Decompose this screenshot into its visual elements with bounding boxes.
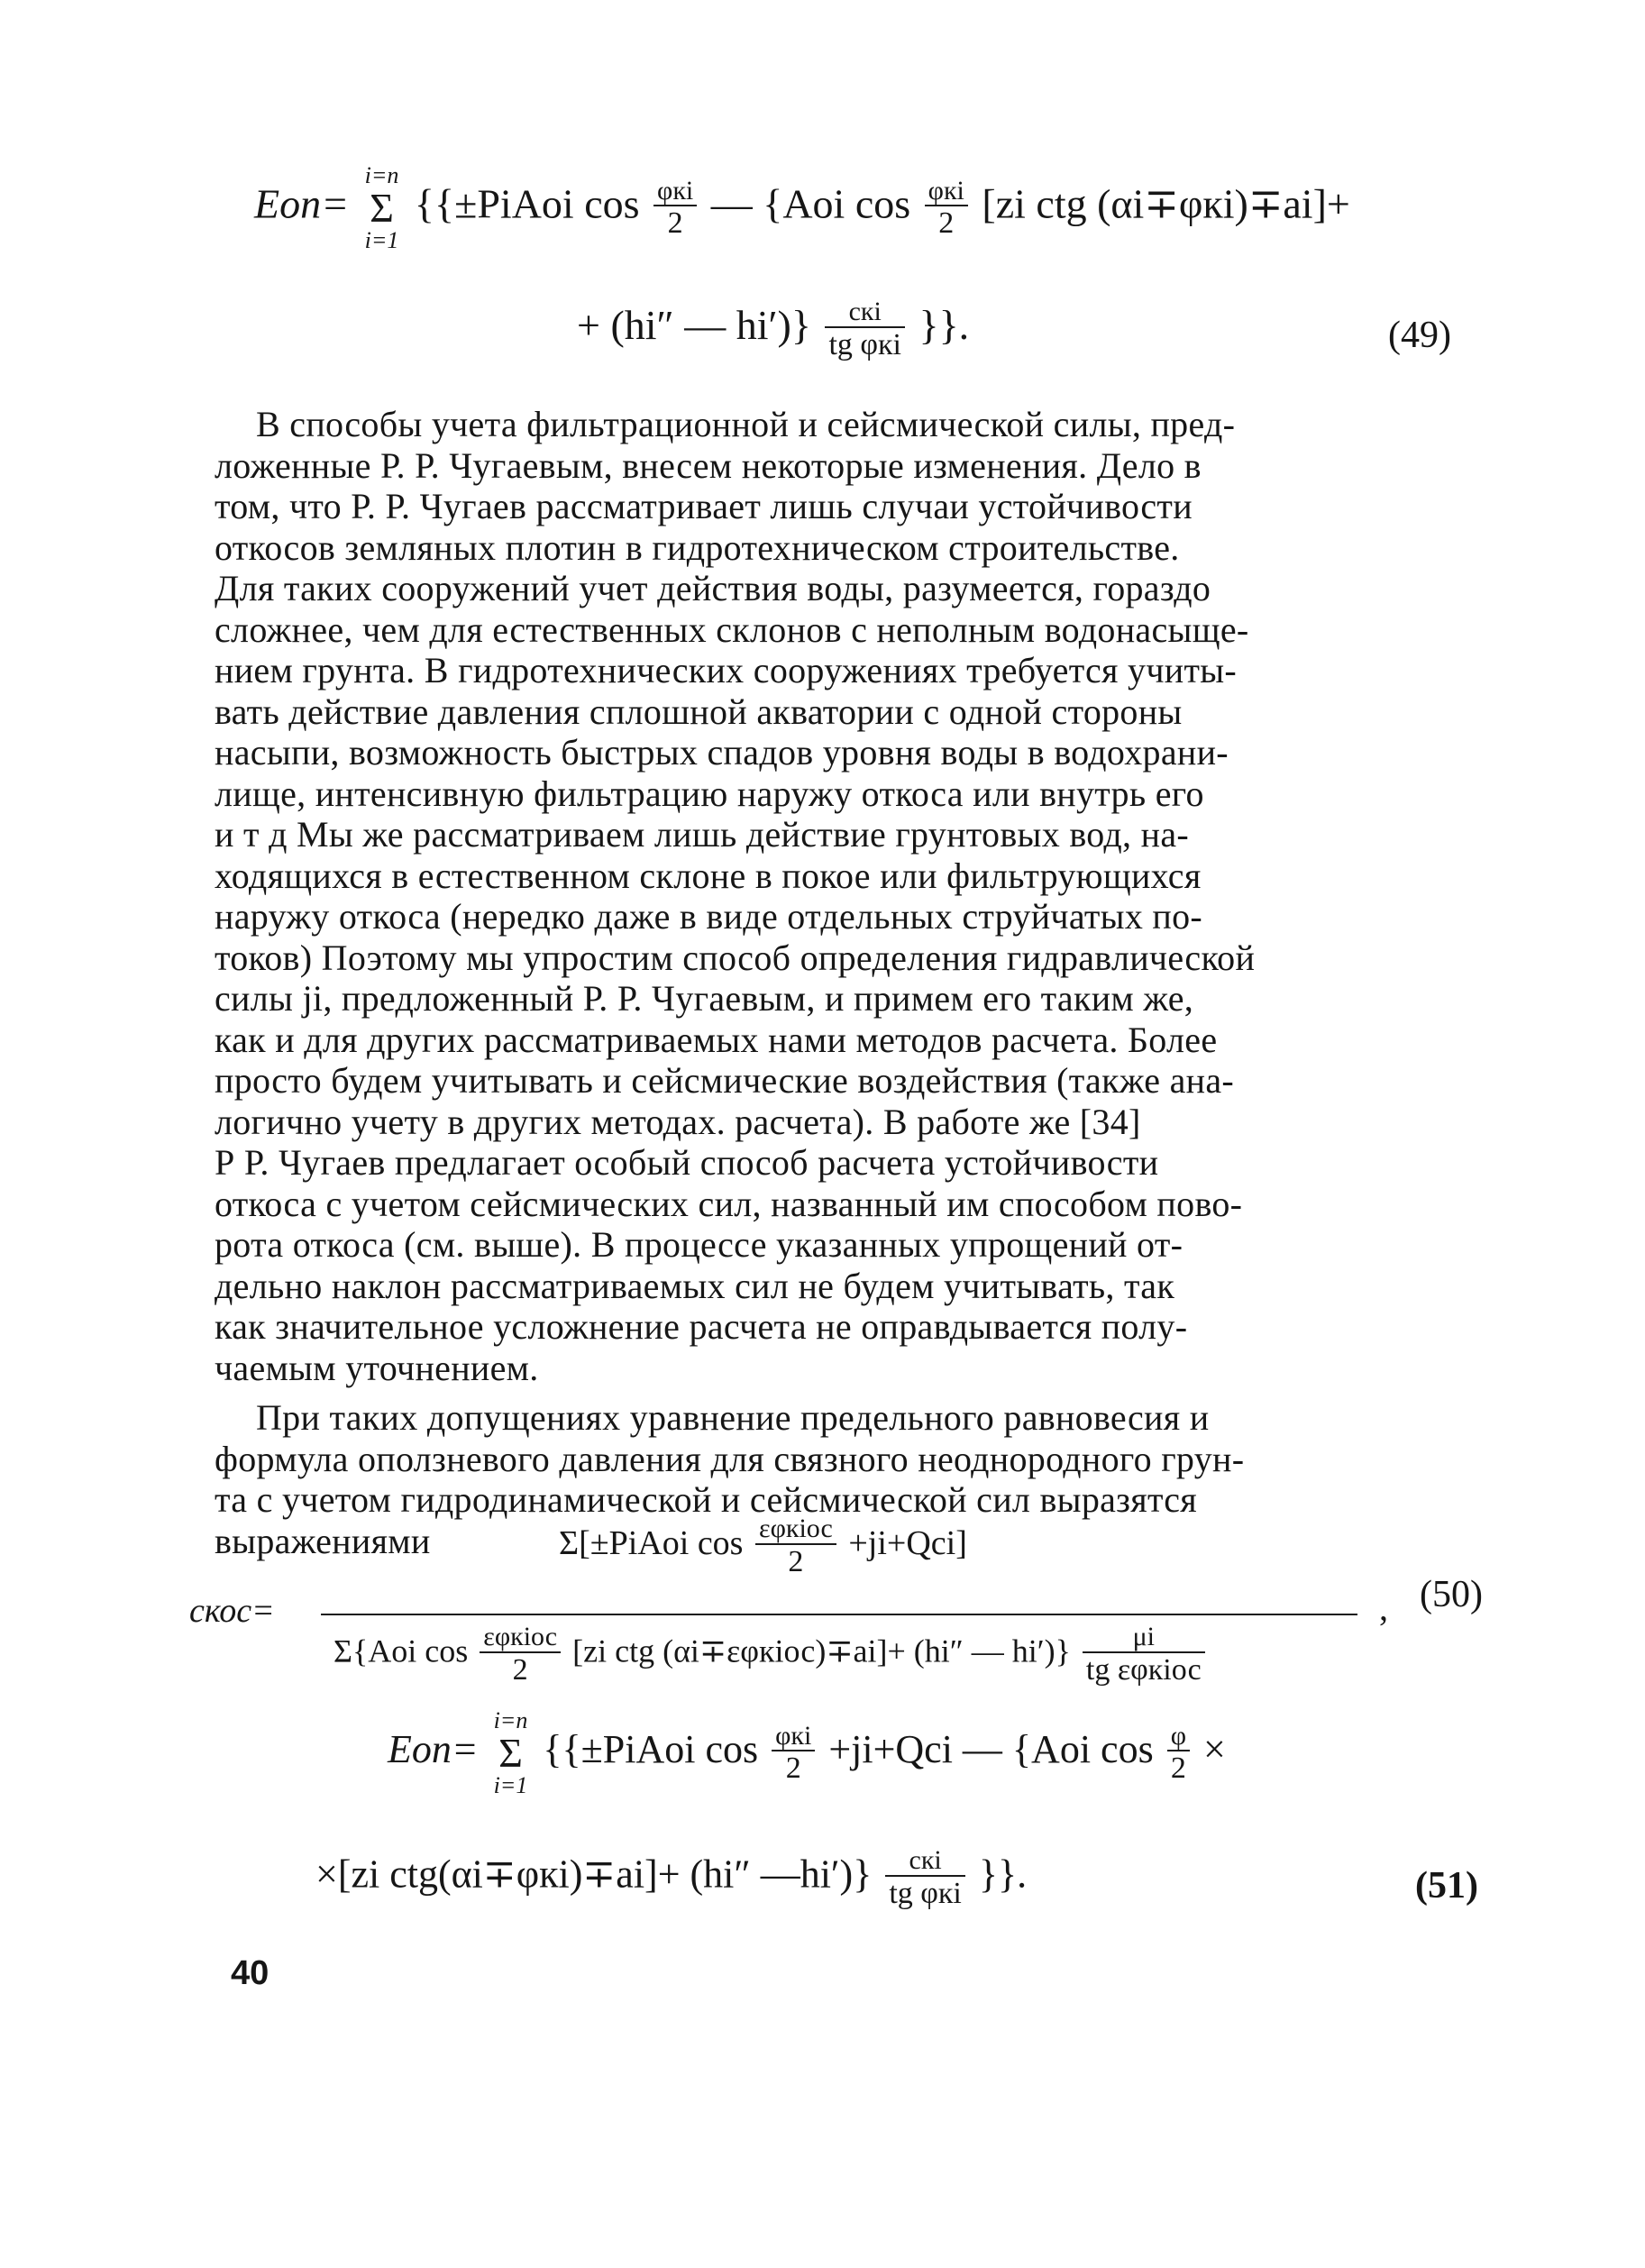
fraction-numerator: φ [1170, 1720, 1187, 1751]
formula-50-main-fraction-bar [321, 1614, 1357, 1615]
text-line: просто будем учитывать и сейсмические воздействия (также ана- [215, 1060, 1235, 1101]
formula-51-line-2 [315, 1846, 1027, 1910]
text-line: формула оползневого давления для связного неоднородного грун- [215, 1438, 1245, 1479]
fraction-numerator: μi [1132, 1622, 1155, 1651]
formula-51-fraction-1 [772, 1722, 815, 1786]
fraction-denominator: tg εφкiос [1085, 1652, 1202, 1687]
formula-51-term-4: ×[zi ctg(αi∓φкi)∓ai]+ (hi″ —hi′)} [315, 1852, 873, 1897]
text-line: откосов земляных плотин в гидротехническом строительстве. [215, 526, 1180, 568]
text-line: В способы учета фильтрационной и сейсмической силы, пред- [256, 404, 1236, 444]
formula-50-denominator [334, 1623, 1209, 1687]
text-line: токов) Поэтому мы упростим способ определения гидравлической [215, 937, 1256, 978]
text-line: сложнее, чем для естественных склонов с неполным водонасыще- [215, 608, 1249, 650]
formula-50-lhs: cкос= [189, 1592, 275, 1630]
sum-lower-limit: i=1 [493, 1772, 528, 1798]
fraction-denominator: 2 [667, 206, 683, 241]
formula-51-fraction-2 [1167, 1722, 1190, 1786]
text-line: и т д Мы же рассматриваем лишь действие грунтовых вод, на- [215, 814, 1190, 855]
formula-50-num-term-2: +ji+Qci] [848, 1524, 967, 1563]
formula-49-term-2: — {Aoi cos [710, 180, 911, 227]
page-number: 40 [231, 1954, 270, 1992]
formula-50-num-fraction [755, 1514, 836, 1578]
formula-51-line-1 [388, 1709, 1226, 1797]
text-line: как и для других рассматриваемых нами методов расчета. Более [215, 1019, 1218, 1060]
fraction-numerator: εφкiос [758, 1514, 833, 1543]
formula-51-fraction-3 [885, 1846, 965, 1910]
sum-lower-limit: i=1 [364, 227, 399, 253]
formula-49-term-5: }}. [918, 302, 970, 348]
text-line: лище, интенсивную фильтрацию наружу откоса или внутрь его [215, 773, 1204, 814]
sum-sign: Σ [370, 185, 394, 231]
formula-50-den-fraction-2 [1083, 1623, 1205, 1687]
fraction-denominator: 2 [938, 206, 955, 241]
fraction-numerator: φкi [657, 175, 694, 206]
fraction-numerator: φкi [775, 1720, 812, 1751]
text-line: дельно наклон рассматриваемых сил не будем учитывать, так [215, 1265, 1175, 1306]
fraction-denominator: 2 [788, 1544, 804, 1578]
formula-50-den-term-1: Σ{Aoi cos [334, 1632, 469, 1669]
formula-51-term-5: }}. [978, 1852, 1028, 1897]
text-line: вать действие давления сплошной акватории с одной стороны [215, 690, 1183, 732]
text-line: чаемым уточнением. [215, 1347, 539, 1388]
formula-49-line-2 [577, 297, 969, 361]
fraction-numerator: φкi [928, 175, 964, 206]
sum-sign: Σ [498, 1730, 523, 1776]
formula-49-fraction-2 [925, 177, 968, 241]
formula-49-fraction-1 [653, 177, 697, 241]
text-line: та с учетом гидродинамической и сейсмической сил выразятся [215, 1479, 1197, 1520]
body-paragraph-1 [215, 404, 1467, 1388]
formula-49-fraction-3 [825, 297, 905, 361]
text-line: логично учету в других методах. расчета). В работе же [34] [215, 1101, 1141, 1142]
text-line: выражениями [215, 1520, 431, 1561]
sum-upper-limit: i=n [364, 162, 399, 188]
formula-50-den-fraction-1 [480, 1623, 561, 1687]
fraction-denominator: 2 [512, 1652, 528, 1687]
text-line: как значительное усложнение расчета не оправдывается полу- [215, 1306, 1188, 1347]
formula-50-num-term-1: Σ[±PiAoi cos [559, 1524, 744, 1563]
formula-50-den-term-2: [zi ctg (αi∓εφкiос)∓ai]+ (hi″ — hi′)} [572, 1632, 1071, 1669]
text-line: ложенные Р. Р. Чугаевым, внесем некоторые изменения. Дело в [215, 444, 1202, 486]
formula-51-sum [494, 1709, 528, 1797]
formula-49-lhs: Eоп= [254, 180, 350, 227]
equation-number-51: (51) [1415, 1865, 1478, 1907]
text-line: силы ji, предложенный Р. Р. Чугаевым, и примем его таким же, [215, 978, 1194, 1019]
formula-51-term-2: +ji+Qci — {Aoi cos [828, 1727, 1154, 1772]
formula-50-numerator [559, 1514, 967, 1578]
formula-49-term-3: [zi ctg (αi∓φкi)∓ai]+ [982, 180, 1350, 227]
formula-51-term-3: × [1203, 1727, 1226, 1772]
formula-49-line-1 [254, 164, 1350, 252]
text-line: ходящихся в естественном склоне в покое или фильтрующихся [215, 855, 1202, 896]
fraction-numerator: εφкiос [483, 1622, 558, 1651]
fraction-numerator: cкi [848, 297, 882, 326]
text-line: том, что Р. Р. Чугаев рассматривает лишь случаи устойчивости [215, 486, 1193, 526]
text-line: рота откоса (см. выше). В процессе указанных упрощений от- [215, 1224, 1183, 1265]
formula-50-comma: , [1379, 1587, 1388, 1628]
text-line: наружу откоса (нередко даже в виде отдельных струйчатых по- [215, 896, 1203, 937]
formula-51-lhs: Eоп= [388, 1727, 479, 1772]
fraction-numerator: cкi [909, 1845, 942, 1875]
text-line: насыпи, возможность быстрых спадов уровня воды в водохрани- [215, 732, 1229, 773]
formula-51-term-1: {{±PiAoi cos [543, 1727, 759, 1772]
text-line: При таких допущениях уравнение предельного равновесия и [256, 1397, 1210, 1438]
fraction-denominator: 2 [1170, 1751, 1186, 1786]
fraction-denominator: tg φкi [828, 327, 901, 361]
equation-number-49: (49) [1388, 315, 1451, 356]
text-line: Р Р. Чугаев предлагает особый способ расчета устойчивости [215, 1142, 1159, 1183]
text-line: нием грунта. В гидротехнических сооружениях требуется учиты- [215, 650, 1238, 690]
fraction-denominator: tg φкi [889, 1876, 962, 1910]
sum-upper-limit: i=n [493, 1707, 528, 1733]
formula-49-term-4: + (hi″ — hi′)} [577, 302, 811, 348]
equation-number-50: (50) [1420, 1574, 1483, 1615]
text-line: Для таких сооружений учет действия воды, разумеется, гораздо [215, 568, 1211, 608]
formula-49-term-1: {{±PiAoi cos [414, 180, 640, 227]
formula-49-sum [365, 164, 399, 252]
text-line: откоса с учетом сейсмических сил, названный им способом пово- [215, 1183, 1243, 1224]
fraction-denominator: 2 [785, 1751, 801, 1786]
